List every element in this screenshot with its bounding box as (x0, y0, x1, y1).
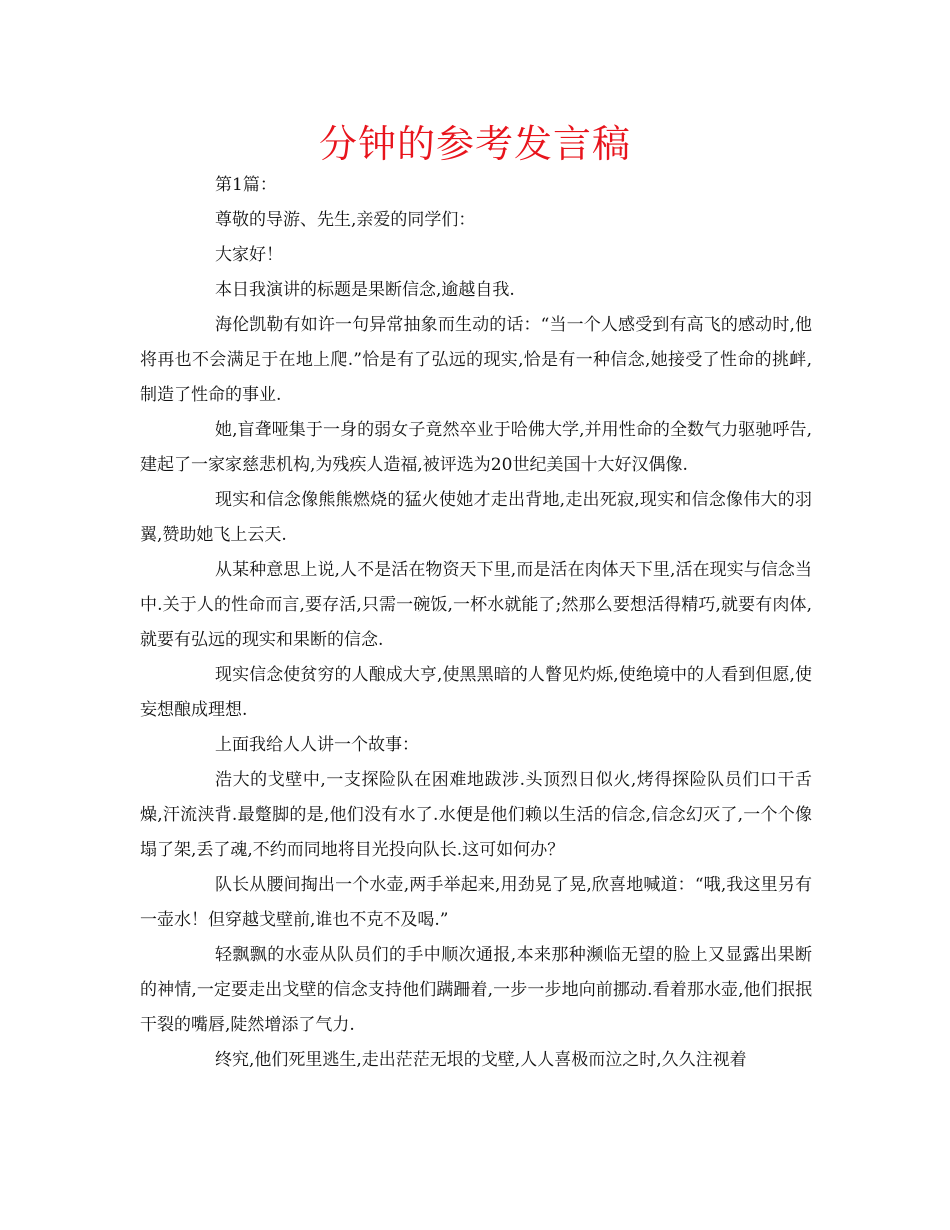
paragraph: 上面我给人人讲一个故事： (215, 735, 419, 755)
paragraph: 现实和信念像熊熊燃烧的猛火使她才走出背地,走出死寂,现实和信念像伟大的羽翼,赞助她飞上云天. (140, 490, 812, 545)
paragraph: 终究,他们死里逃生,走出茫茫无垠的戈壁,人人喜极而泣之时,久久注视着 (215, 1050, 747, 1070)
document-body (140, 168, 812, 1078)
paragraph: 现实信念使贫穷的人酿成大亨,使黑黑暗的人瞥见灼烁,使绝境中的人看到但愿,使妄想酿成理想. (140, 665, 812, 720)
document-title: 分钟的参考发言稿 (318, 122, 631, 166)
paragraph: 海伦凯勒有如许一句异常抽象而生动的话：“当一个人感受到有高飞的感动时,他将再也不会满足于在地上爬.”恰是有了弘远的现实,恰是有一种信念,她接受了性命的挑衅,制造了性命的事业. (140, 315, 812, 405)
paragraph-section-heading: 第1篇： (215, 175, 277, 195)
paragraph: 浩大的戈壁中,一支探险队在困难地跋涉.头顶烈日似火,烤得探险队员们口干舌燥,汗流浃背.最蹩脚的是,他们没有水了.水便是他们赖以生活的信念,信念幻灭了,一个个像塌了架,丢了魂,不约而同地将目光投向队长.这可如何办？ (140, 770, 812, 860)
paragraph-topic: 本日我演讲的标题是果断信念,逾越自我. (215, 280, 515, 300)
paragraph: 她,盲聋哑集于一身的弱女子竟然卒业于哈佛大学,并用性命的全数气力驱驰呼告,建起了一家家慈悲机构,为残疾人造福,被评选为20世纪美国十大好汉偶像. (140, 420, 812, 475)
paragraph-salutation: 尊敬的导游、先生,亲爱的同学们： (215, 210, 476, 230)
paragraph: 从某种意思上说,人不是活在物资天下里,而是活在肉体天下里,活在现实与信念当中.关于人的性命而言,要存活,只需一碗饭,一杯水就能了;然那么要想活得精巧,就要有肉体,就要有弘远的现实和果断的信念. (140, 560, 812, 650)
paragraph-greeting: 大家好！ (215, 245, 283, 265)
paragraph: 轻飘飘的水壶从队员们的手中顺次通报,本来那种濒临无望的脸上又显露出果断的神情,一定要走出戈壁的信念支持他们蹒跚着,一步一步地向前挪动.看着那水壶,他们抿抿干裂的嘴唇,陡然增添了气力. (140, 945, 812, 1035)
paragraph: 队长从腰间掏出一个水壶,两手举起来,用劲晃了晃,欣喜地喊道：“哦,我这里另有一壶水！但穿越戈壁前,谁也不克不及喝.” (140, 875, 812, 930)
